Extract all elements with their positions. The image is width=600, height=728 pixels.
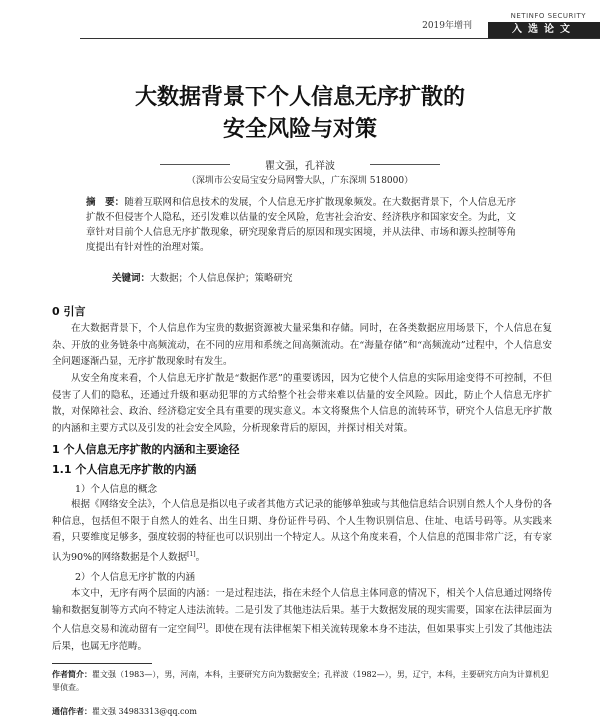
paragraph: 在大数据背景下，个人信息作为宝贵的数据资源被大量采集和存储。同时，在各类数据应用场景下，个人信息在复杂、开放的业务链条中高频流动，在不同的应用和系统之间高频流动。在“海量存储”和“高频流动”过程中，个人信息安全问题逐渐凸显，无序扩散现象时有发生。: [52, 323, 552, 367]
footnote-rule: [52, 663, 152, 664]
section-heading-0: 0 引言: [52, 305, 86, 318]
citation-ref: [1]: [187, 550, 196, 558]
section-heading-1-1: 1.1 个人信息无序扩散的内涵: [52, 463, 197, 476]
section-heading-1: 1 个人信息无序扩散的内涵和主要途径: [52, 443, 240, 456]
title-line-1: 大数据背景下个人信息无序扩散的: [134, 85, 465, 110]
affiliation: （深圳市公安局宝安分局网警大队，广东深圳 518000）: [186, 176, 414, 186]
abstract: [86, 195, 516, 255]
keywords-text: 大数据；个人信息保护；策略研究: [150, 273, 293, 284]
header-rule: [80, 38, 600, 39]
contact-footnote: [52, 705, 552, 718]
journal-brand: NETINFO SECURITY: [510, 12, 586, 20]
abstract-text: 随着互联网和信息技术的发展，个人信息无序扩散现象频发。在大数据背景下，个人信息无序扩散不但侵害个人隐私，还引发难以估量的安全风险，危害社会治安、经济秩序和国家安全。为此，文章针对目前个人信息无序扩散现象，研究现象背后的原因和现实困境，并从法律、市场和源头控制等角度提出有针对性的治理对策。: [86, 197, 516, 253]
bio-text: 瞿文强（1983—），男，河南，本科，主要研究方向为数据安全；孔祥波（1982—），男，辽宁，本科，主要研究方向为计算机犯罪侦查。: [52, 670, 549, 692]
column-badge: 入选论文: [488, 22, 600, 38]
paragraph: 根据《网络安全法》，个人信息是指以电子或者其他方式记录的能够单独或与其他信息结合识别自然人个人身份的各种信息，包括但不限于自然人的姓名、出生日期、身份证件号码、个人生物识别信息、住址、电话号码等。从实践来看，只要维度足够多，强度较弱的特征也可以识别出一个特定人。从这个角度来看，个人信息的范围非常广泛，有专家认为90%的网络数据是个人数据[1]。: [52, 499, 552, 563]
author-bio-footnote: [52, 668, 552, 694]
keywords: [112, 272, 516, 286]
abstract-label: 摘 要：: [86, 197, 125, 208]
subheading: 1）个人信息的概念: [75, 484, 158, 495]
issue-label: 2019年增刊: [422, 21, 472, 31]
citation-ref: [2]: [196, 623, 206, 630]
keywords-label: 关键词：: [112, 273, 151, 284]
paper-title: [0, 82, 600, 146]
contact-label: 通信作者：: [52, 707, 92, 716]
paragraph: 从安全角度来看，个人信息无序扩散是“数据作恶”的重要诱因，因为它使个人信息的实际用途变得不可控制，不但侵害了人们的隐私，还通过升级和驱动犯罪的方式给整个社会带来难以估量的安全风险。因此，防止个人信息无序扩散，对保障社会、政治、经济稳定安全具有重要的现实意义。本文将聚焦个人信息的流转环节，研究个人信息无序扩散的内涵和主要方式以及引发的社会安全风险，分析现象背后的原因，并探讨相关对策。: [52, 373, 552, 434]
title-line-2: 安全风险与对策: [222, 117, 377, 142]
paragraph: 本文中，无序有两个层面的内涵：一是过程违法，指在未经个人信息主体同意的情况下，相关个人信息通过网络传输和数据复制等方式向不特定人违法流转。二是引发了其他违法后果。基于大数据发展的现实需要，国家在法律层面为个人信息交易和流动留有一定空间[2]。即使在现有法律框架下相关流转现象本身不违法，但如果事实上引发了其他违法后果，也属无序范畴。: [52, 588, 552, 652]
bio-label: 作者简介：: [52, 670, 92, 679]
contact-text: 瞿文强 34983313@qq.com: [92, 707, 197, 716]
running-header: [0, 0, 600, 40]
authors: 瞿文强，孔祥波: [150, 157, 450, 172]
subheading: 2）个人信息无序扩散的内涵: [75, 572, 196, 583]
